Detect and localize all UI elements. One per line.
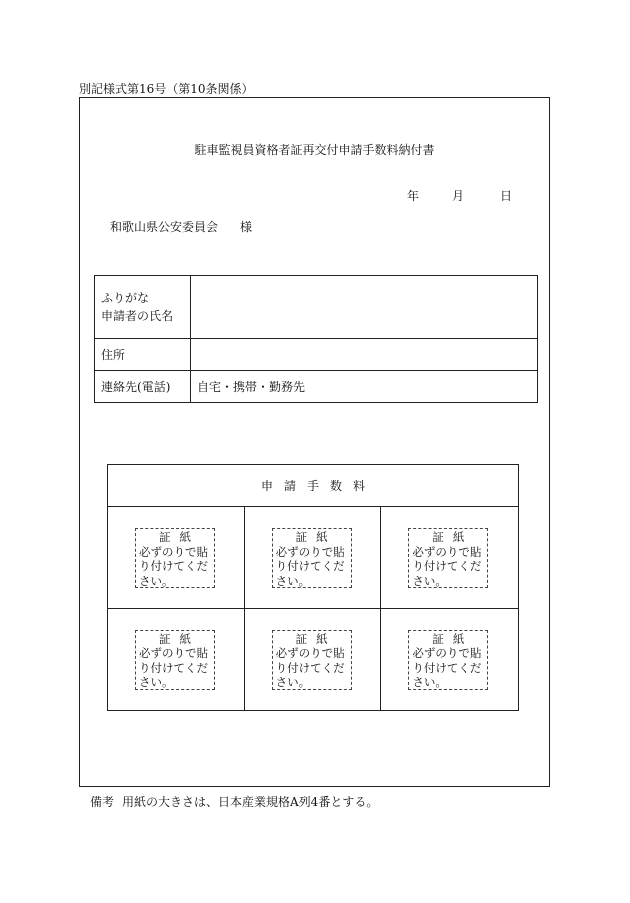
furigana-label: ふりがな <box>101 291 150 305</box>
stamp-cell <box>381 609 518 711</box>
date-year-label: 年 <box>407 189 420 203</box>
stamp-placeholder: 証紙 必ずのりで貼 り付けてくだ さい。 <box>408 630 488 690</box>
stamp-cell <box>108 609 245 711</box>
stamp-placeholder: 証紙 必ずのりで貼 り付けてくだ さい。 <box>272 528 352 588</box>
addressee-name: 和歌山県公安委員会 <box>110 220 219 234</box>
date-month-label: 月 <box>452 189 465 203</box>
stamp-heading: 証紙 <box>432 631 474 646</box>
name-label: 申請者の氏名 <box>101 309 174 323</box>
stamp-heading: 証紙 <box>159 530 200 544</box>
stamp-cell <box>108 507 245 609</box>
addressee <box>110 218 252 235</box>
applicant-table <box>94 275 538 403</box>
contact-field[interactable]: 自宅・携帯・勤務先 <box>191 371 538 403</box>
stamp-heading: 証紙 <box>432 530 474 544</box>
stamp-grid <box>108 507 518 710</box>
fee-section-title: 申請手数料 <box>108 465 518 507</box>
contact-row <box>95 371 538 403</box>
address-row <box>95 339 538 371</box>
stamp-cell <box>245 507 382 609</box>
remarks-text: 用紙の大きさは、日本産業規格A列4番とする。 <box>122 795 379 809</box>
stamp-placeholder: 証紙 必ずのりで貼 り付けてくだ さい。 <box>272 630 352 690</box>
contact-label: 連絡先(電話) <box>95 371 191 403</box>
fee-section <box>107 464 519 711</box>
stamp-heading: 証紙 <box>159 631 200 646</box>
applicant-name-row <box>95 276 538 339</box>
address-field[interactable] <box>191 339 538 371</box>
applicant-name-field[interactable] <box>191 276 538 339</box>
stamp-heading: 証紙 <box>295 530 337 544</box>
form-number: 別記様式第16号（第10条関係） <box>79 82 254 96</box>
addressee-honorific: 様 <box>240 220 253 234</box>
date-day-label: 日 <box>500 189 513 203</box>
stamp-cell <box>245 609 382 711</box>
stamp-placeholder: 証紙 必ずのりで貼 り付けてくだ さい。 <box>408 528 488 588</box>
applicant-name-label <box>95 276 191 339</box>
stamp-placeholder: 証紙 必ずのりで貼 り付けてくだ さい。 <box>135 528 215 588</box>
stamp-heading: 証紙 <box>295 631 337 646</box>
address-label: 住所 <box>95 339 191 371</box>
stamp-cell <box>381 507 518 609</box>
remarks-label: 備考 <box>90 795 115 809</box>
stamp-placeholder: 証紙 必ずのりで貼 り付けてくだ さい。 <box>135 630 215 690</box>
document-title: 駐車監視員資格者証再交付申請手数料納付書 <box>194 143 435 157</box>
remarks-note <box>90 793 378 810</box>
